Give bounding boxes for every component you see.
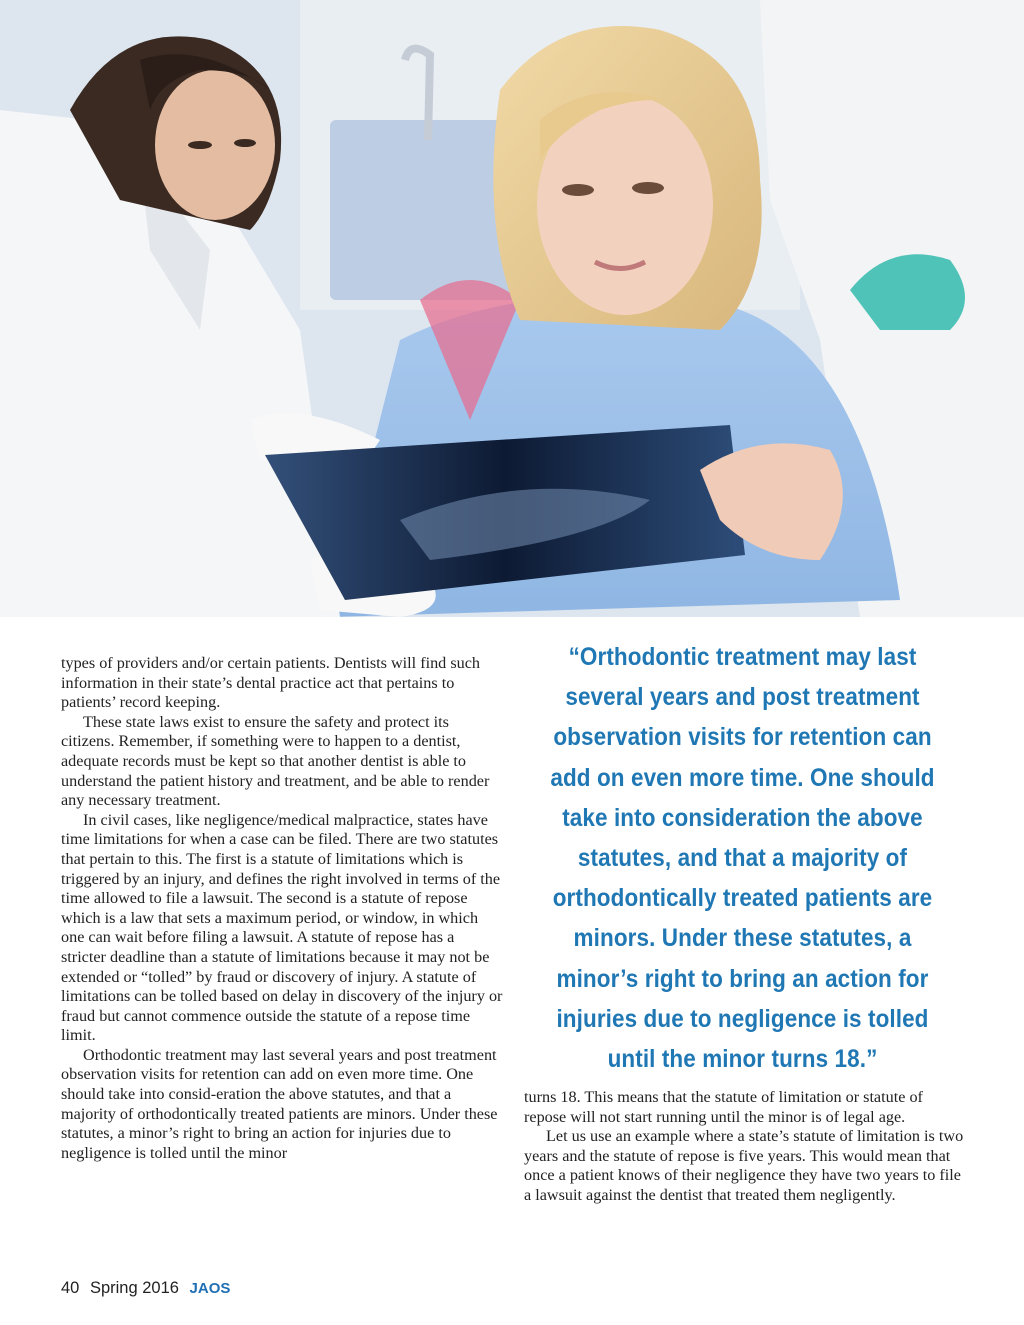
left-paragraph-3: In civil cases, like negligence/medical malpractice, states have time limitations for when a case can be filed. There are two statutes that pertain to this. The first is a statute of limitations which is triggered by an injury, and defines the right involved in terms of the time allowed to file a lawsuit. The second is a statute of repose which is a law that sets a maximum period, or window, in which one can wait before filing a lawsuit. A statute of repose has a stricter deadline than a statute of limitations because it may not be extended or “tolled” by fraud or discovery of injury. A statute of limitations can be tolled based on delay in discovery of the injury or fraud but cannot commence outside the statute of a repose time limit. [61, 810, 503, 1045]
right-paragraph-1: turns 18. This means that the statute of limitation or statute of repose will not start running until the minor is of legal age. [524, 1088, 923, 1126]
left-paragraph-2: These state laws exist to ensure the safety and protect its citizens. Remember, if something were to happen to a dentist, adequate records must be kept so that another dentist is able to understand the patient history and treatment, and be able to render any necessary treatment. [61, 712, 490, 810]
left-paragraph-4: Orthodontic treatment may last several years and post treatment observation visits for retention can add on even more time. One should take into consid-eration the above statutes, and that a majority of orthodontically treated patients are minors. Under these statutes, a minor’s right to bring an action for injuries due to negligence is tolled until the minor [61, 1045, 498, 1162]
article-left-column [61, 654, 503, 1163]
left-paragraph-1: types of providers and/or certain patients. Dentists will find such information in their state’s dental practice act that pertains to patients’ record keeping. [61, 654, 480, 712]
publication-name: JAOS [189, 1280, 231, 1297]
dental-xray-consultation-illustration [0, 0, 1024, 617]
article-right-column [524, 1088, 969, 1206]
page-number: 40 [61, 1279, 80, 1297]
right-paragraph-2: Let us use an example where a state’s statute of limitation is two years and the statute of repose is five years. This would mean that once a patient knows of their negligence they have two years to file a lawsuit against the dentist that treated them negligently. [524, 1127, 964, 1204]
hero-photo [0, 0, 1024, 617]
pull-quote: “Orthodontic treatment may last several years and post treatment observation visits for retention can add on even more time. One should take into consideration the above statutes, and that a majority of orthodontically treated patients are minors. Under these statutes, a minor’s right to bring an action for injuries due to negligence is tolled until the minor turns 18.” [550, 643, 935, 1074]
issue-date: Spring 2016 [89, 1279, 179, 1297]
page-footer [61, 1279, 230, 1298]
